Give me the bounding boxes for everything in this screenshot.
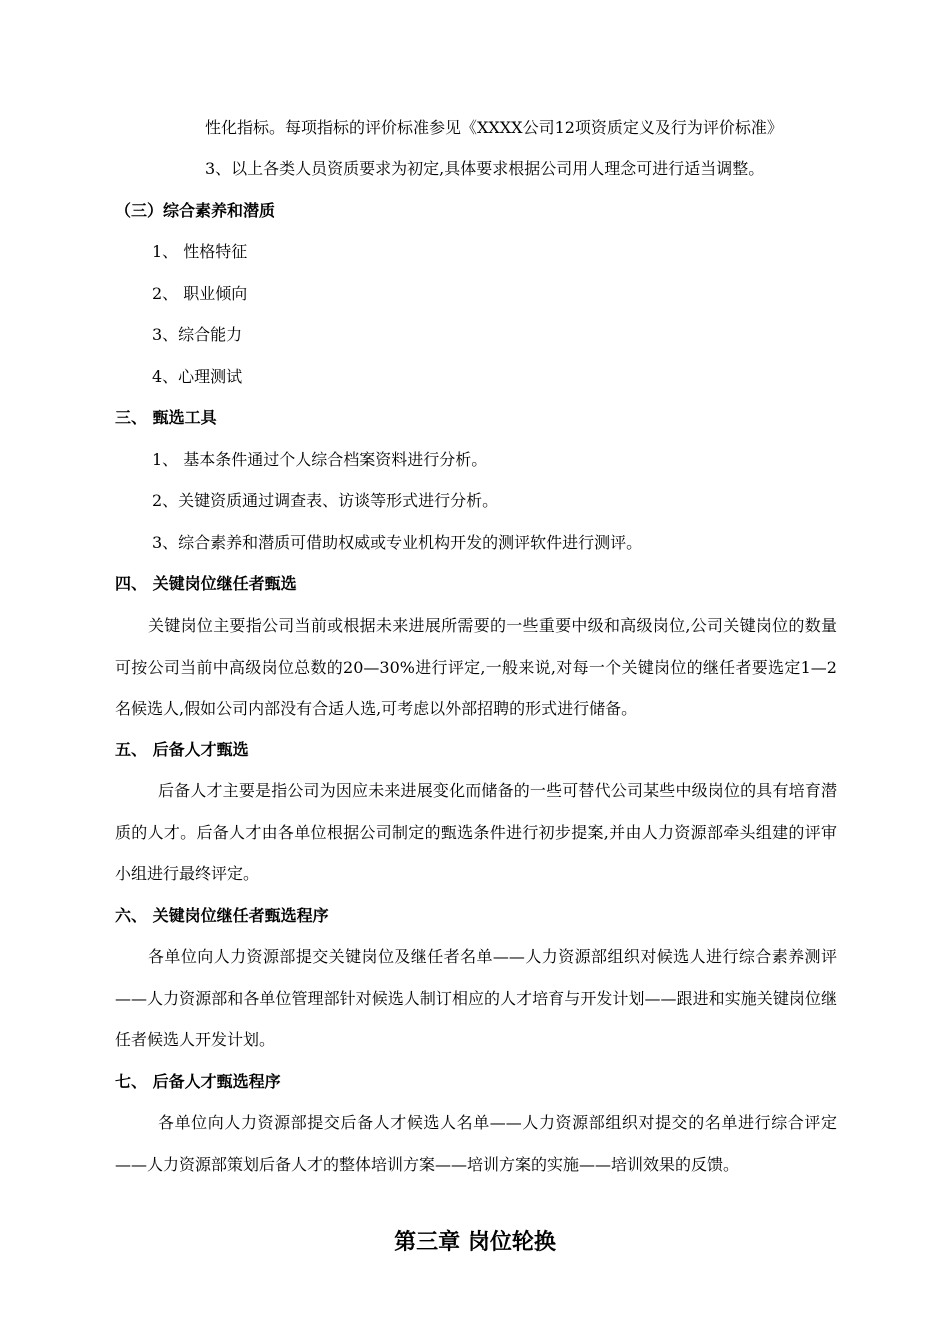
list-item: 2、 职业倾向 — [152, 284, 248, 303]
list-item: 4、心理测试 — [152, 367, 243, 386]
section-heading: 三、 甄选工具 — [115, 408, 217, 427]
paragraph: 各单位向人力资源部提交后备人才候选人名单——人力资源部组织对提交的名单进行综合评定——人力资源部策划后备人才的整体培训方案——培训方案的实施——培训效果的反馈。 — [115, 1113, 837, 1174]
list-item: 3、综合素养和潜质可借助权威或专业机构开发的测评软件进行测评。 — [152, 533, 643, 552]
section-heading: （三）综合素养和潜质 — [115, 201, 276, 220]
section-heading: 七、 后备人才甄选程序 — [115, 1072, 281, 1091]
paragraph: 各单位向人力资源部提交关键岗位及继任者名单——人力资源部组织对候选人进行综合素养测评——人力资源部和各单位管理部针对候选人制订相应的人才培育与开发计划——跟进和实施关键岗位继任者候选人开发计划。 — [115, 947, 837, 1049]
section-heading: 六、 关键岗位继任者甄选程序 — [115, 906, 329, 925]
paragraph: 关键岗位主要指公司当前或根据未来进展所需要的一些重要中级和高级岗位,公司关键岗位的数量可按公司当前中高级岗位总数的20—30%进行评定,一般来说,对每一个关键岗位的继任者要选定1—2名候选人,假如公司内部没有合适人选,可考虑以外部招聘的形式进行储备。 — [115, 616, 837, 718]
paragraph: 后备人才主要是指公司为因应未来进展变化而储备的一些可替代公司某些中级岗位的具有培育潜质的人才。后备人才由各单位根据公司制定的甄选条件进行初步提案,并由人力资源部牵头组建的评审小组进行最终评定。 — [115, 781, 837, 883]
list-item: 1、 基本条件通过个人综合档案资料进行分析。 — [152, 450, 488, 469]
section-heading: 五、 后备人才甄选 — [115, 740, 249, 759]
list-item: 2、关键资质通过调查表、访谈等形式进行分析。 — [152, 491, 499, 510]
text-line: 性化指标。每项指标的评价标准参见《XXXX公司12项资质定义及行为评价标准》 — [205, 118, 783, 137]
text-line: 3、以上各类人员资质要求为初定,具体要求根据公司用人理念可进行适当调整。 — [205, 159, 765, 178]
chapter-title: 第三章 岗位轮换 — [394, 1230, 556, 1255]
list-item: 3、综合能力 — [152, 325, 243, 344]
list-item: 1、 性格特征 — [152, 242, 248, 261]
section-heading: 四、 关键岗位继任者甄选 — [115, 574, 297, 593]
